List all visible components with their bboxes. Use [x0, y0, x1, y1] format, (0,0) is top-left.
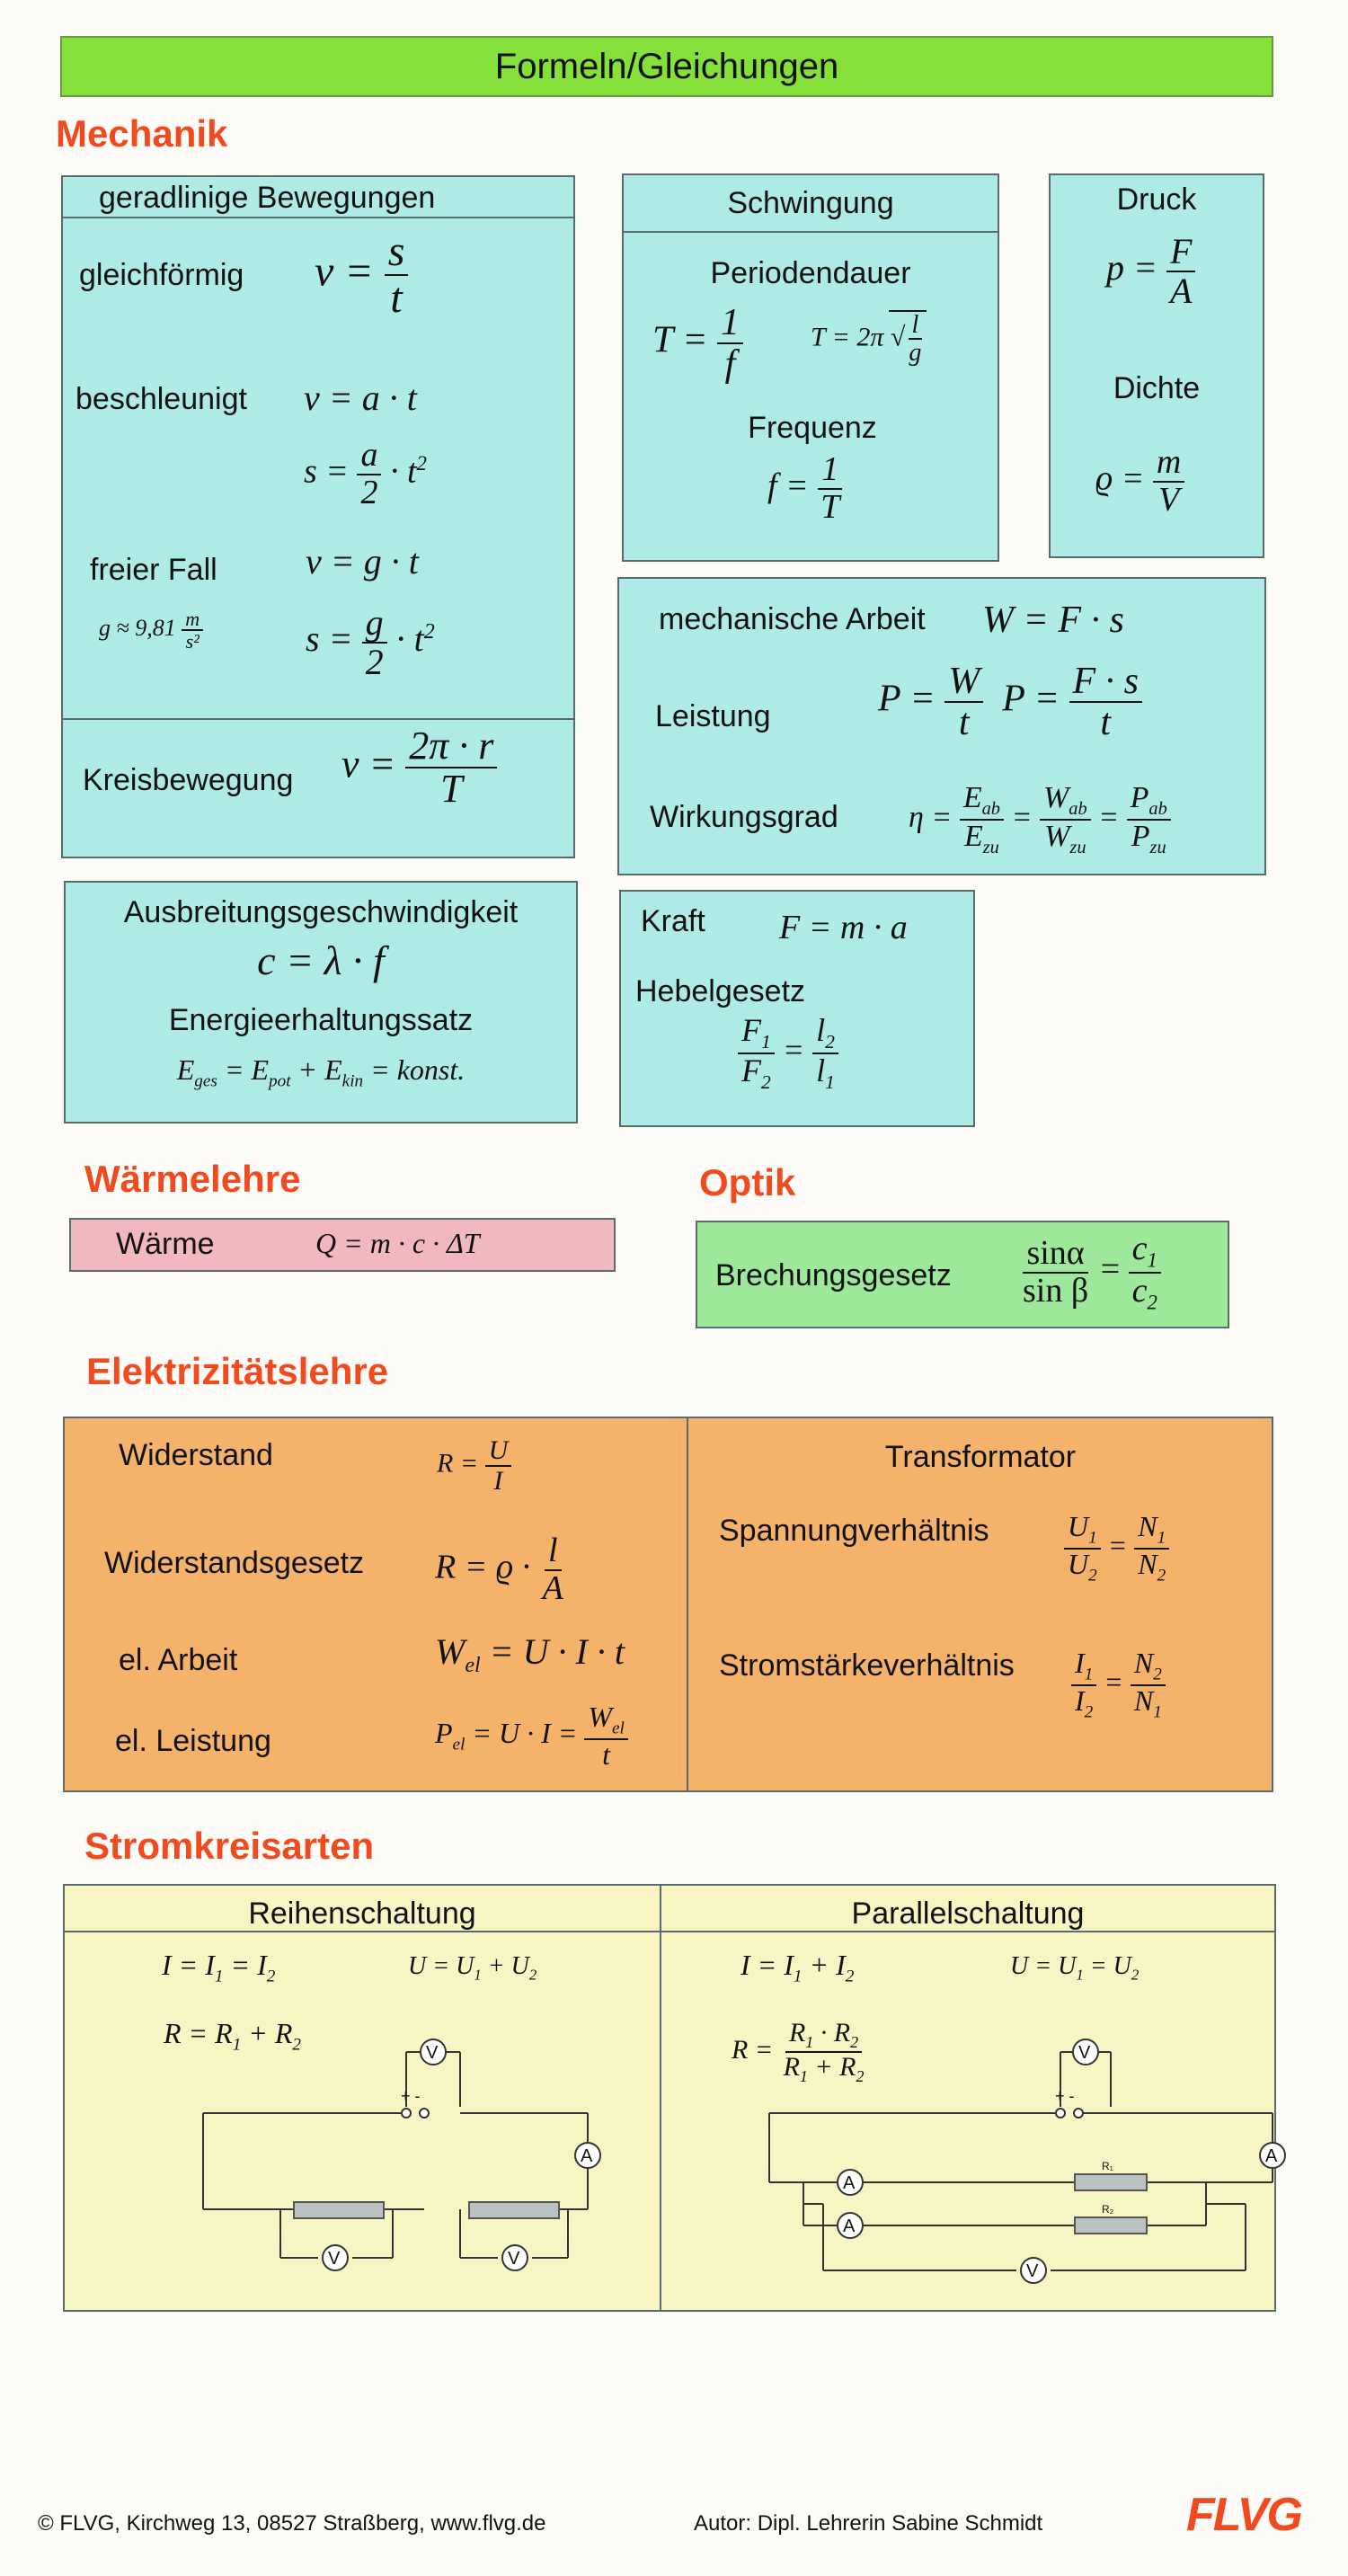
svg-text:V: V: [328, 2249, 341, 2269]
label-brechungsgesetz: Brechungsgesetz: [715, 1258, 952, 1292]
formula-reihe-I: $I = I_1 = I_2$: [162, 1949, 276, 1986]
pm-label: + -: [401, 2087, 421, 2105]
label-stromstaerkeverhaeltnis: Stromstärkeverhältnis: [719, 1648, 1015, 1683]
label-periodendauer: Periodendauer: [710, 256, 911, 290]
g-constant: g ≈ 9,81 $\frac{m}{\text{s²}}$: [99, 608, 203, 652]
label-mech-arbeit: mechanische Arbeit: [659, 602, 926, 636]
svg-text:V: V: [508, 2249, 520, 2269]
svg-text:A: A: [843, 2173, 856, 2193]
svg-text:V: V: [426, 2043, 439, 2063]
svg-text:V: V: [1026, 2261, 1039, 2281]
box-druck: [1049, 173, 1264, 558]
circuit-parallelschaltung: [661, 1886, 1278, 2310]
formula-eta: η = $\frac{E_{ab}}{E_{zu}}$ = $\frac{W_{ab}}{W_{zu}}$ = $\frac{P_{ab}}{P_{zu}}$: [909, 782, 1171, 857]
label-ausbreitung: Ausbreitungsgeschwindigkeit: [123, 895, 519, 929]
label-widerstandsgesetz: Widerstandsgesetz: [104, 1546, 365, 1580]
circuit-reihenschaltung: [65, 1886, 660, 2310]
formula-brechung: $\frac{\sin\alpha}{\text{sin β}}$ = $\frac{c_1}{c_2}$: [1019, 1231, 1161, 1313]
formula-R-UI: R = $\frac{U}{I}$: [437, 1436, 511, 1495]
formula-U-N: $\frac{U_1}{U_2}$ = $\frac{N_1}{N_2}$: [1064, 1512, 1169, 1585]
section-waermelehre: Wärmelehre: [84, 1158, 301, 1200]
formula-v-s-t: v = $\frac{s}{t}$: [315, 229, 408, 322]
schwingung-title: Schwingung: [727, 186, 894, 220]
svg-text:A: A: [1265, 2146, 1278, 2166]
formula-waerme: Q = m · c · ΔT: [315, 1227, 480, 1259]
flvg-logo: FLVG: [1186, 2489, 1301, 2541]
dichte-title: Dichte: [1113, 371, 1201, 405]
formula-P-Wt: P = $\frac{W}{t}$ P = $\frac{F \cdot s}{t}$: [878, 662, 1142, 742]
svg-text:+ -: + -: [1055, 2087, 1075, 2105]
title-reihenschaltung: Reihenschaltung: [248, 1896, 476, 1931]
formula-P-el: $P_{el} = U \cdot I$ = $\frac{W_{el}}{t}$: [435, 1702, 628, 1770]
formula-f-1T: f = $\frac{1}{T}$: [767, 452, 843, 526]
page-title: Formeln/Gleichungen: [494, 46, 839, 86]
label-kraft: Kraft: [641, 904, 705, 938]
svg-text:A: A: [843, 2216, 856, 2236]
formula-rho: ϱ = $\frac{m}{V}$: [1095, 445, 1184, 519]
box-optik: [696, 1221, 1229, 1328]
formula-energie: $E_{ges} = E_{pot} + E_{kin}$ = konst.: [176, 1053, 466, 1091]
box-waerme: [69, 1218, 616, 1272]
formula-I-N: $\frac{I_1}{I_2}$ = $\frac{N_2}{N_1}$: [1071, 1648, 1166, 1721]
formula-F-ma: F = m · a: [779, 909, 908, 946]
section-stromkreisarten: Stromkreisarten: [84, 1825, 375, 1867]
formula-parallel-U: $U = U_1 = U_2$: [1010, 1952, 1140, 1984]
label-spannungverhaeltnis: Spannungverhältnis: [719, 1514, 989, 1548]
svg-text:R₂: R₂: [1102, 2203, 1114, 2216]
label-energie: Energieerhaltungssatz: [168, 1003, 474, 1037]
formula-W-Fs: W = F · s: [982, 600, 1124, 641]
section-elektrizitaetslehre: Elektrizitätslehre: [86, 1350, 389, 1392]
druck-title: Druck: [1116, 182, 1197, 217]
formula-p-FA: p = $\frac{F}{A}$: [1106, 233, 1195, 310]
title-parallelschaltung: Parallelschaltung: [851, 1896, 1085, 1931]
formula-c-lambda-f: c = λ · f: [257, 937, 385, 983]
label-kreisbewegung: Kreisbewegung: [83, 763, 294, 797]
formula-reihe-U: $U = U_1 + U_2$: [408, 1952, 537, 1984]
formula-parallel-I: $I = I_1 + I_2$: [741, 1949, 855, 1986]
label-leistung: Leistung: [655, 699, 771, 733]
formula-T-1f: T = $\frac{1}{f}$: [652, 303, 743, 384]
box-stromkreisarten: [63, 1884, 1276, 2312]
svg-text:V: V: [1078, 2043, 1091, 2063]
box-schwingung: [622, 173, 999, 562]
formula-W-el: $W_{el} = U \cdot I \cdot t$: [435, 1631, 625, 1677]
footer-copyright: © FLVG, Kirchweg 13, 08527 Straßberg, www.flvg.de: [38, 2511, 546, 2536]
title-bar: [60, 36, 1273, 97]
section-optik: Optik: [699, 1161, 796, 1204]
formula-R-rho: R = ϱ · $\frac{l}{A}$: [435, 1532, 563, 1607]
box-elektrizitaet: [63, 1417, 1273, 1792]
label-frequenz: Frequenz: [748, 411, 877, 445]
formula-reihe-R: $R = R_1 + R_2$: [164, 2017, 302, 2055]
label-wirkungsgrad: Wirkungsgrad: [650, 800, 838, 834]
box-arbeit-leistung: [617, 577, 1266, 875]
svg-text:A: A: [581, 2146, 593, 2166]
label-freier-fall: freier Fall: [90, 553, 217, 587]
formula-s-g2t2: s = $\frac{g}{2}$ · $t^2$: [306, 602, 435, 682]
geradlinig-title: geradlinige Bewegungen: [99, 181, 436, 215]
formula-hebel: $\frac{F_1}{F_2}$ = $\frac{l_2}{l_1}$: [738, 1014, 838, 1093]
formula-v-gt: v = g · t: [306, 541, 419, 582]
footer-author: Autor: Dipl. Lehrerin Sabine Schmidt: [694, 2511, 1043, 2536]
label-widerstand: Widerstand: [119, 1438, 273, 1472]
box-geradlinige-bewegungen: [61, 175, 575, 858]
label-gleichfoermig: gleichförmig: [79, 258, 244, 292]
box-ausbreitung-energie: [64, 881, 578, 1124]
section-mechanik: Mechanik: [56, 112, 228, 155]
label-hebelgesetz: Hebelgesetz: [635, 974, 806, 1008]
formula-kreis: v = $\frac{2\pi \cdot r}{T}$: [341, 725, 497, 810]
label-beschleunigt: beschleunigt: [75, 382, 247, 416]
formula-T-pendel: T = 2π √ $\frac{l}{g}$: [811, 310, 927, 367]
box-kraft-hebel: [619, 890, 975, 1127]
svg-text:R₁: R₁: [1102, 2160, 1113, 2172]
label-transformator: Transformator: [884, 1440, 1077, 1474]
formula-v-at: v = a · t: [304, 378, 417, 418]
label-el-arbeit: el. Arbeit: [119, 1643, 238, 1677]
label-waerme: Wärme: [116, 1227, 215, 1261]
label-el-leistung: el. Leistung: [115, 1724, 271, 1758]
formula-parallel-R: R = $\frac{R_1 \cdot R_2}{R_1 + R_2}$: [732, 2018, 865, 2085]
formula-s-a2t2: s = $\frac{a}{2}$ · $t^2$: [304, 436, 427, 511]
